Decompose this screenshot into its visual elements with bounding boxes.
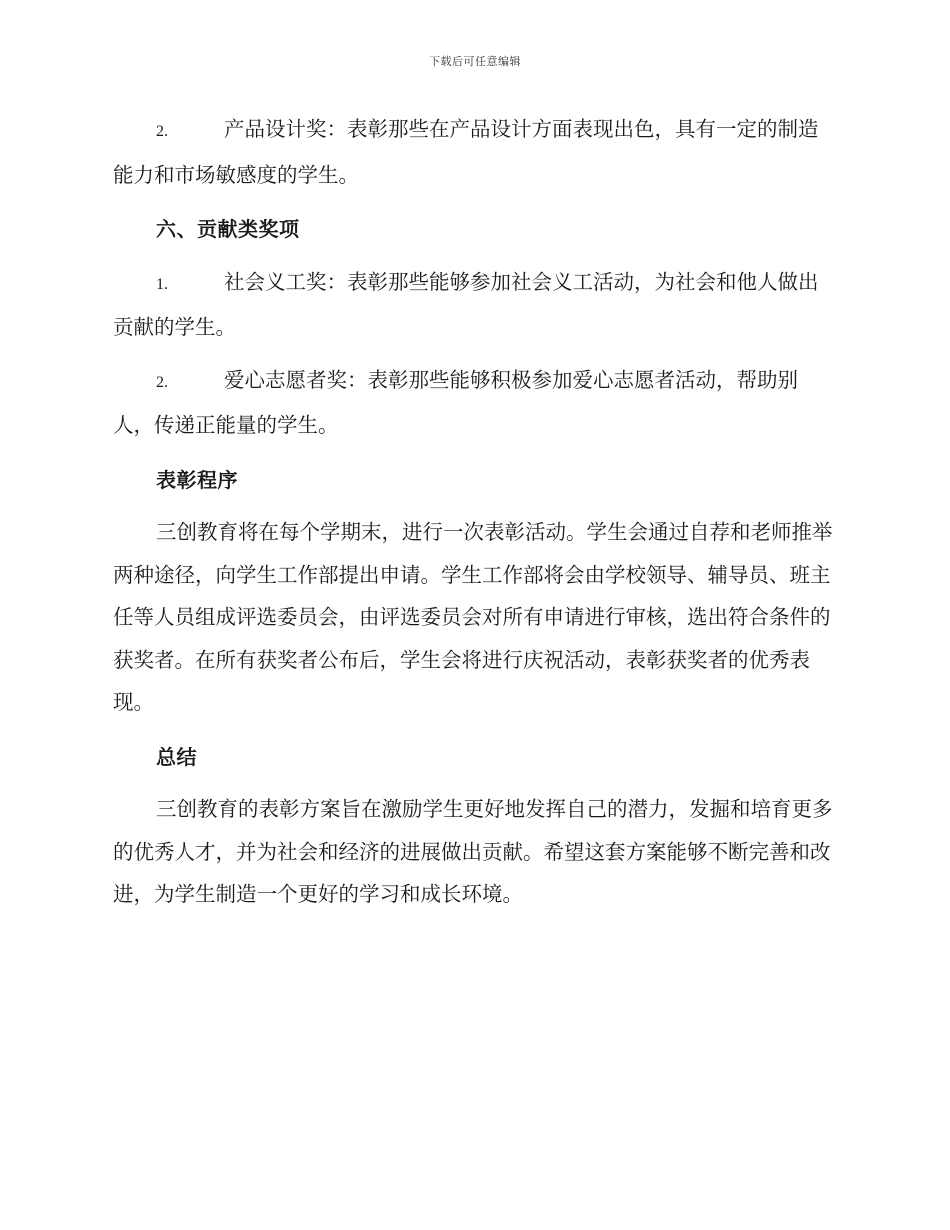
list-item-text: 爱心志愿者奖：表彰那些能够积极参加爱心志愿者活动，帮助别人，传递正能量的学生。 [113, 367, 798, 437]
list-item-social-volunteer-award [113, 261, 833, 349]
list-item-text: 产品设计奖：表彰那些在产品设计方面表现出色，具有一定的制造能力和市场敏感度的学生。 [113, 117, 819, 187]
list-number: 2. [156, 373, 168, 391]
summary-paragraph: 三创教育的表彰方案旨在激励学生更好地发挥自己的潜力，发掘和培育更多的优秀人才，并为社会和经济的进展做出贡献。希望这套方案能够不断完善和改进，为学生制造一个更好的学习和成长环境。 [113, 797, 833, 906]
section-heading-procedure: 表彰程序 [156, 467, 238, 492]
page-header: 下载后可任意编辑 [429, 55, 521, 68]
list-number: 1. [156, 275, 168, 293]
document-body [113, 108, 833, 916]
procedure-paragraph: 三创教育将在每个学期末，进行一次表彰活动。学生会通过自荐和老师推举两种途径，向学生工作部提出申请。学生工作部将会由学校领导、辅导员、班主任等人员组成评选委员会，由评选委员会对所有申请进行审核，选出符合条件的获奖者。在所有获奖者公布后，学生会将进行庆祝活动，表彰获奖者的优秀表现。 [113, 520, 833, 714]
list-item-text: 社会义工奖：表彰那些能够参加社会义工活动，为社会和他人做出贡献的学生。 [113, 269, 819, 339]
list-item-product-design-award [113, 108, 833, 196]
section-heading-contribution-awards: 六、贡献类奖项 [156, 217, 300, 241]
list-item-love-volunteer-award [113, 359, 833, 447]
list-number: 2. [156, 123, 168, 140]
section-heading-summary: 总结 [156, 744, 197, 769]
